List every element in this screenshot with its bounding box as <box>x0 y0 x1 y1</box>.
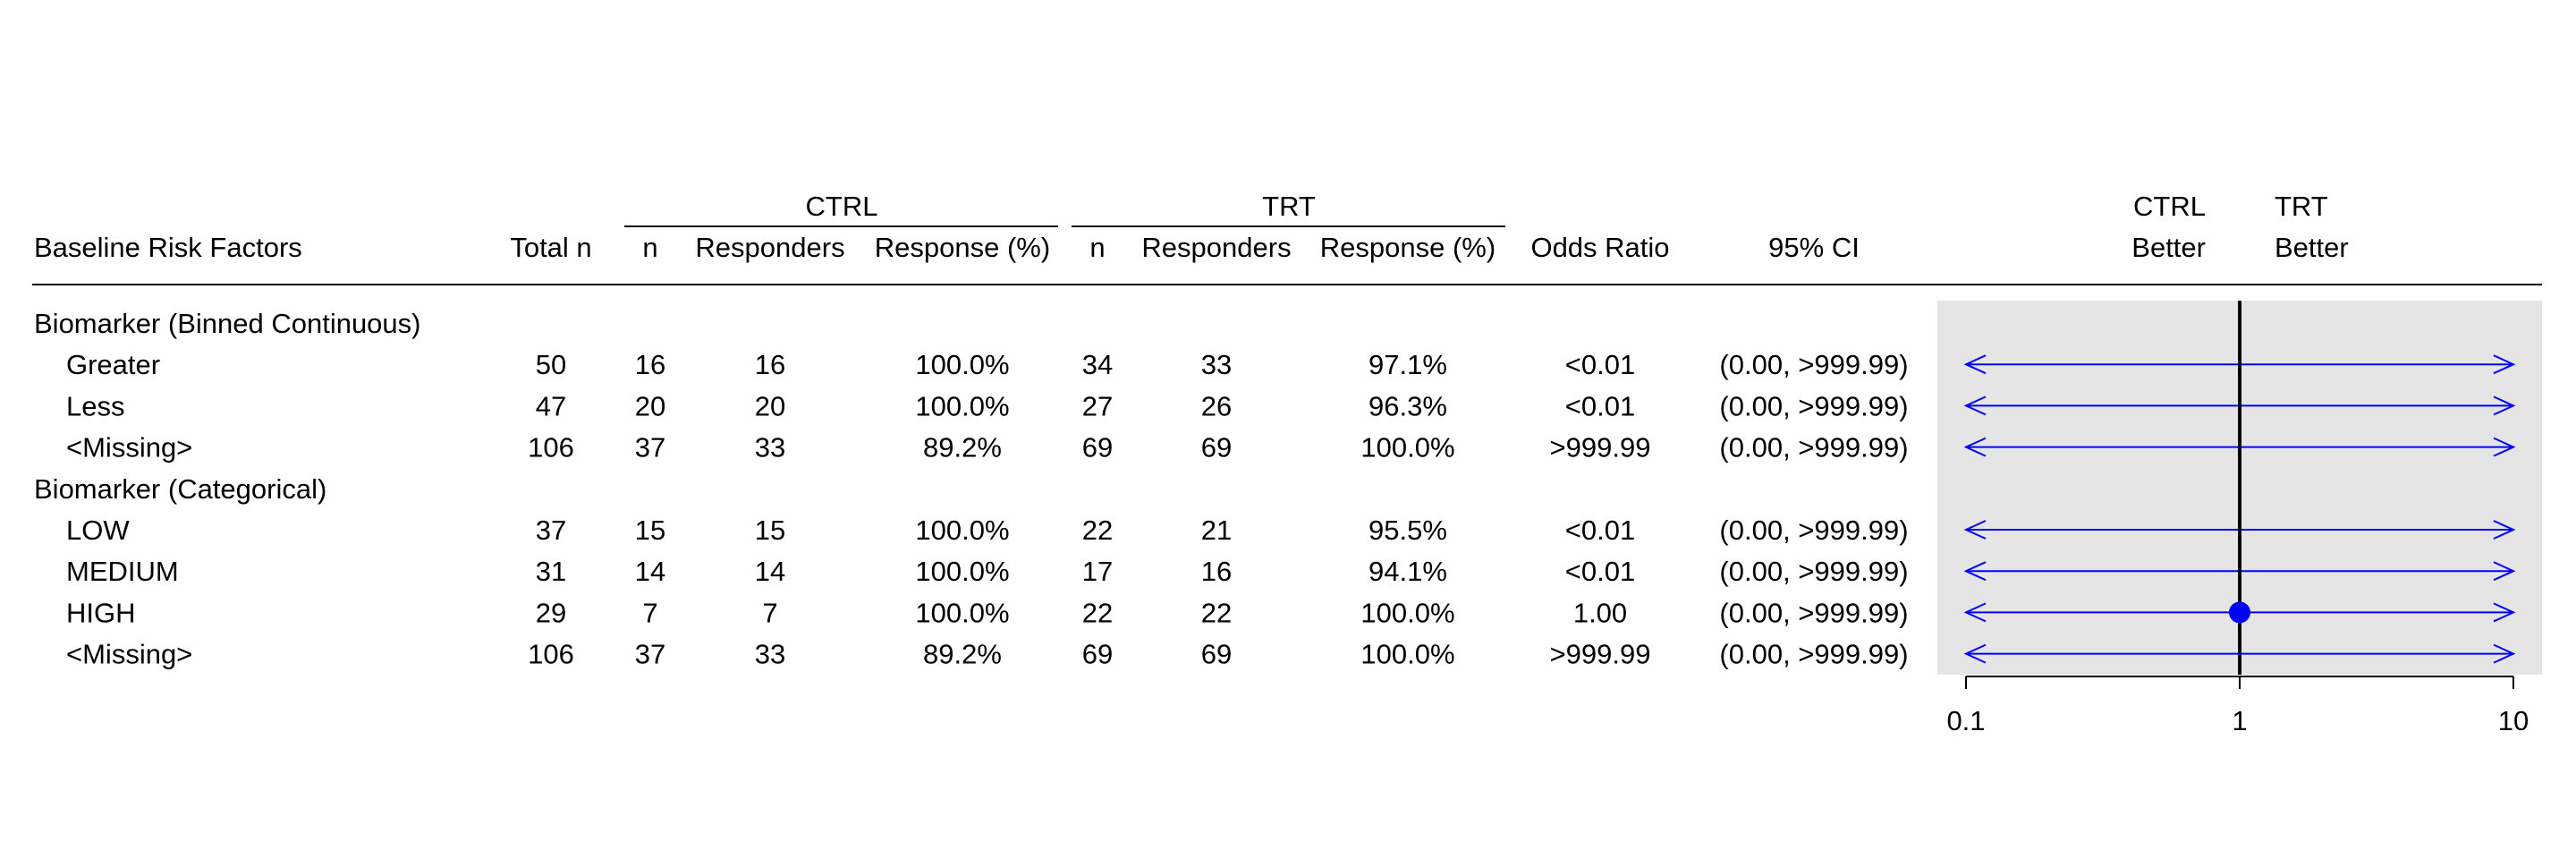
odds-ratio-value: 1.00 <box>1572 597 1628 629</box>
ctrl-better-label-bottom: Better <box>2131 232 2206 263</box>
row-label: Less <box>66 390 125 422</box>
trt-responders-value: 16 <box>1200 556 1233 588</box>
ctrl-n-value: 37 <box>634 638 666 670</box>
ctrl-n-value: 20 <box>634 390 666 422</box>
trt-responders-value: 26 <box>1200 390 1233 422</box>
trt-responders-value: 69 <box>1200 431 1233 464</box>
row-label: MEDIUM <box>66 556 179 588</box>
odds-ratio-column-header: Odds Ratio <box>1530 232 1670 263</box>
ctrl-response-pct-value: 100.0% <box>915 515 1010 546</box>
ctrl-responders-value: 20 <box>754 390 786 422</box>
trt-response-pct-value: 97.1% <box>1368 349 1447 381</box>
total-n-column-header: Total n <box>510 232 592 263</box>
trt-better-label-top: TRT <box>2275 191 2328 222</box>
group-header-label: Biomarker (Categorical) <box>34 472 327 505</box>
ci-column-header: 95% CI <box>1768 232 1860 263</box>
group-header-label: Biomarker (Binned Continuous) <box>34 308 421 339</box>
trt-n-value: 69 <box>1081 431 1114 464</box>
ctrl-response-pct-value: 89.2% <box>923 431 1002 464</box>
ctrl-n-column-header: n <box>642 232 658 263</box>
row-label: Greater <box>66 349 161 381</box>
ci-value: (0.00, >999.99) <box>1719 431 1909 464</box>
trt-response-pct-value: 95.5% <box>1368 515 1447 546</box>
table-rows-layer <box>34 308 1909 670</box>
trt-response-pct-column-header: Response (%) <box>1319 232 1496 263</box>
odds-ratio-point <box>2229 601 2250 623</box>
ctrl-group-header: CTRL <box>805 191 878 222</box>
odds-ratio-value: >999.99 <box>1549 431 1651 464</box>
total-n-value: 106 <box>528 431 574 464</box>
trt-n-value: 22 <box>1081 515 1114 546</box>
ctrl-response-pct-value: 100.0% <box>915 556 1010 588</box>
ctrl-response-pct-column-header: Response (%) <box>874 232 1051 263</box>
ctrl-responders-value: 7 <box>762 597 778 629</box>
total-n-value: 47 <box>535 390 567 422</box>
total-n-value: 37 <box>535 515 567 546</box>
x-axis-tick-label: 0.1 <box>1946 705 1986 736</box>
factor-column-header: Baseline Risk Factors <box>34 232 302 263</box>
ctrl-n-value: 16 <box>634 349 666 381</box>
trt-responders-value: 21 <box>1200 515 1233 546</box>
trt-n-value: 27 <box>1081 390 1114 422</box>
odds-ratio-value: <0.01 <box>1564 390 1636 422</box>
trt-response-pct-value: 100.0% <box>1360 431 1455 464</box>
ctrl-responders-value: 16 <box>754 349 786 381</box>
trt-response-pct-value: 94.1% <box>1368 556 1447 588</box>
odds-ratio-value: <0.01 <box>1564 515 1636 546</box>
trt-responders-value: 69 <box>1200 638 1233 670</box>
trt-response-pct-value: 100.0% <box>1360 638 1455 670</box>
x-axis-tick-label: 10 <box>2497 705 2529 736</box>
trt-n-value: 34 <box>1081 349 1114 381</box>
total-n-value: 31 <box>535 556 567 588</box>
odds-ratio-value: <0.01 <box>1564 349 1636 381</box>
trt-response-pct-value: 100.0% <box>1360 597 1455 629</box>
ci-value: (0.00, >999.99) <box>1719 515 1909 546</box>
ctrl-responders-value: 14 <box>754 556 786 588</box>
trt-responders-value: 33 <box>1200 349 1233 381</box>
ctrl-response-pct-value: 100.0% <box>915 390 1010 422</box>
odds-ratio-value: <0.01 <box>1564 556 1636 588</box>
x-axis-layer <box>1946 676 2529 736</box>
ctrl-responders-value: 15 <box>754 515 786 546</box>
trt-n-value: 69 <box>1081 638 1114 670</box>
trt-better-label-bottom: Better <box>2275 232 2349 263</box>
row-label: <Missing> <box>66 431 193 464</box>
row-label: HIGH <box>66 597 136 629</box>
total-n-value: 29 <box>535 597 567 629</box>
ctrl-better-label-top: CTRL <box>2133 191 2206 222</box>
trt-n-value: 17 <box>1081 556 1114 588</box>
trt-responders-value: 22 <box>1200 597 1233 629</box>
odds-ratio-value: >999.99 <box>1549 638 1651 670</box>
total-n-value: 106 <box>528 638 574 670</box>
x-axis-tick-label: 1 <box>2232 705 2248 736</box>
ci-value: (0.00, >999.99) <box>1719 390 1909 422</box>
trt-response-pct-value: 96.3% <box>1368 390 1447 422</box>
ctrl-response-pct-value: 100.0% <box>915 597 1010 629</box>
total-n-value: 50 <box>535 349 567 381</box>
ctrl-n-value: 37 <box>634 431 666 464</box>
trt-responders-column-header: Responders <box>1141 232 1292 263</box>
ci-value: (0.00, >999.99) <box>1719 597 1909 629</box>
ctrl-n-value: 7 <box>642 597 658 629</box>
row-label: <Missing> <box>66 638 193 670</box>
ci-value: (0.00, >999.99) <box>1719 349 1909 381</box>
ctrl-responders-value: 33 <box>754 431 786 464</box>
row-label: LOW <box>66 515 130 546</box>
ctrl-n-value: 15 <box>634 515 666 546</box>
ctrl-responders-column-header: Responders <box>695 232 845 263</box>
trt-group-header: TRT <box>1262 191 1316 222</box>
ctrl-response-pct-value: 100.0% <box>915 349 1010 381</box>
ctrl-n-value: 14 <box>634 556 666 588</box>
trt-n-value: 22 <box>1081 597 1114 629</box>
trt-n-column-header: n <box>1089 232 1106 263</box>
ctrl-responders-value: 33 <box>754 638 786 670</box>
ci-value: (0.00, >999.99) <box>1719 556 1909 588</box>
ci-value: (0.00, >999.99) <box>1719 638 1909 670</box>
ctrl-response-pct-value: 89.2% <box>923 638 1002 670</box>
